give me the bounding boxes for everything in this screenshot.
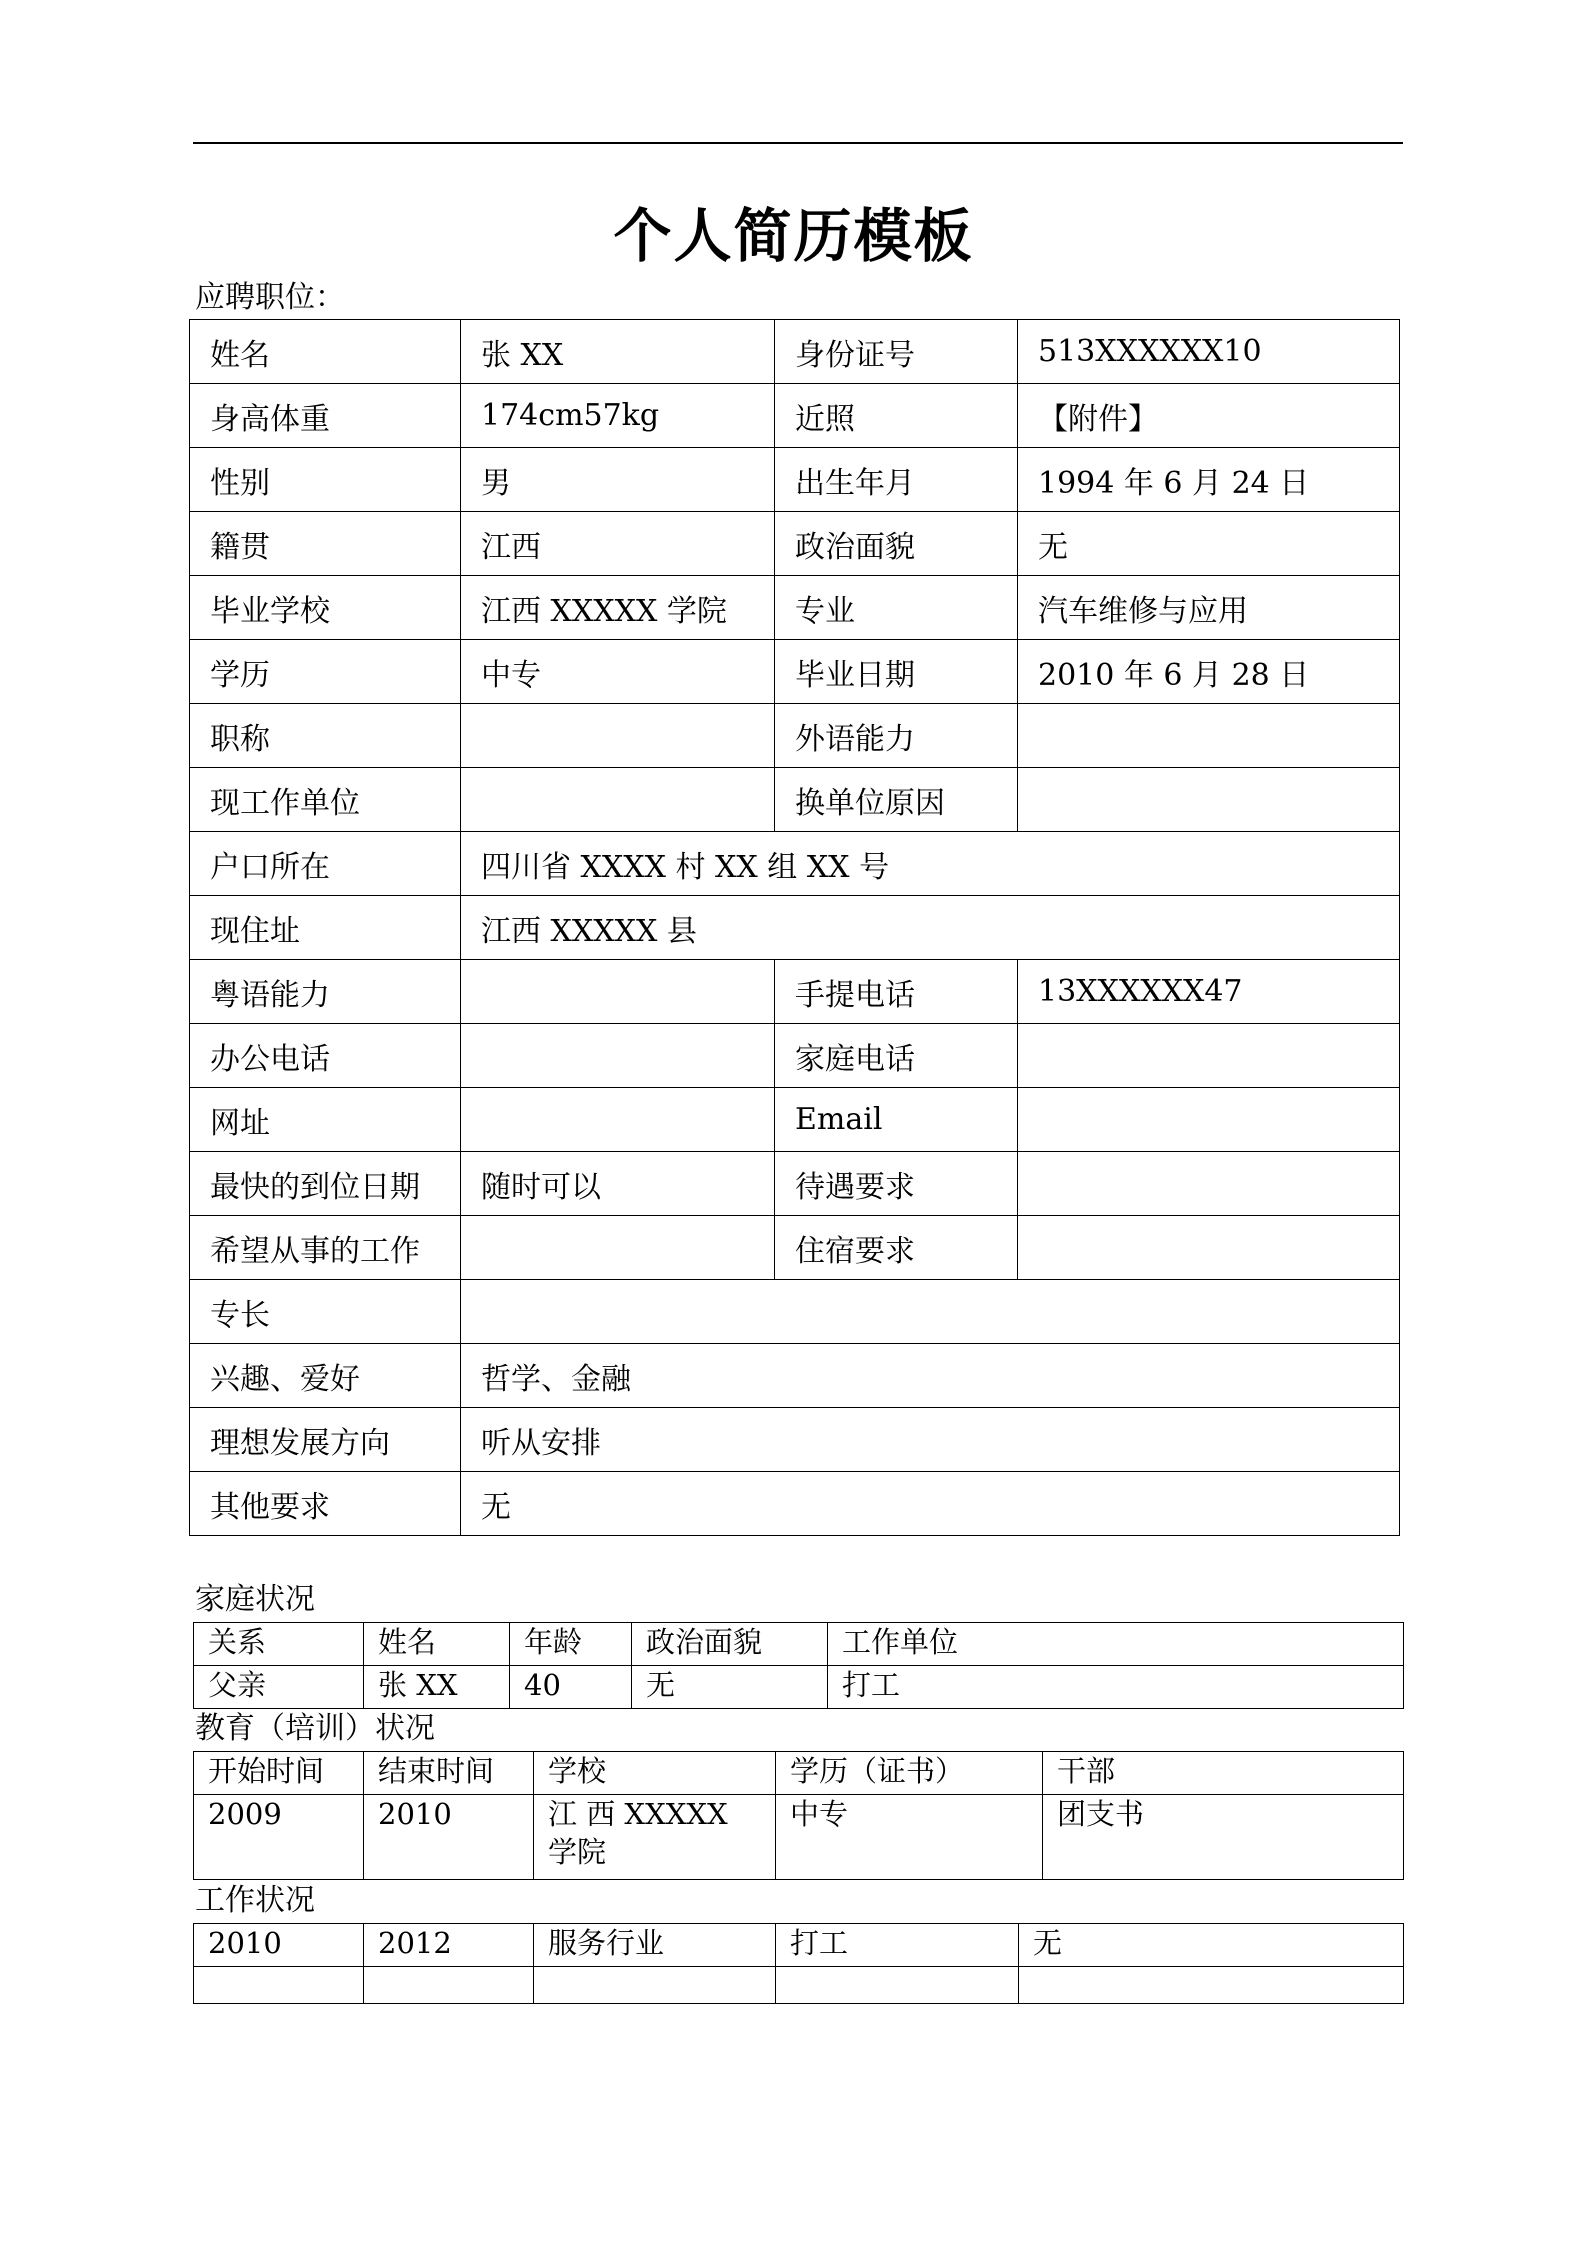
- field-label: 家庭电话: [775, 1024, 1018, 1088]
- field-value: 无: [1018, 512, 1400, 576]
- table-cell: [364, 1967, 534, 2004]
- table-cell: 张 XX: [364, 1666, 510, 1709]
- table-row: [194, 1666, 1404, 1709]
- table-cell: 2009: [194, 1795, 364, 1880]
- field-value: 无: [461, 1472, 1400, 1536]
- field-value: [1018, 768, 1400, 832]
- work-table: [193, 1923, 1404, 2004]
- info-row: [190, 1024, 1400, 1088]
- education-table: [193, 1751, 1404, 1880]
- field-label: 网址: [190, 1088, 461, 1152]
- column-header: 工作单位: [828, 1623, 1404, 1666]
- family-table: [193, 1622, 1404, 1709]
- field-value: 张 XX: [461, 320, 775, 384]
- field-value: [1018, 1088, 1400, 1152]
- info-row: [190, 512, 1400, 576]
- table-cell: 2010: [364, 1795, 534, 1880]
- field-value: 江西 XXXXX 县: [461, 896, 1400, 960]
- table-cell: 2012: [364, 1924, 534, 1967]
- field-value: 中专: [461, 640, 775, 704]
- field-label: 希望从事的工作: [190, 1216, 461, 1280]
- table-cell: 父亲: [194, 1666, 364, 1709]
- column-header: 政治面貌: [632, 1623, 828, 1666]
- table-cell: 服务行业: [534, 1924, 776, 1967]
- field-label: 理想发展方向: [190, 1408, 461, 1472]
- column-header: 学校: [534, 1752, 776, 1795]
- field-label: 毕业学校: [190, 576, 461, 640]
- table-cell: 打工: [776, 1924, 1019, 1967]
- field-label: 最快的到位日期: [190, 1152, 461, 1216]
- field-label: 现住址: [190, 896, 461, 960]
- field-value: 13XXXXXX47: [1018, 960, 1400, 1024]
- table-row: [194, 1795, 1404, 1880]
- info-row: [190, 1088, 1400, 1152]
- field-value: 随时可以: [461, 1152, 775, 1216]
- field-value: [1018, 1024, 1400, 1088]
- table-row: [194, 1967, 1404, 2004]
- field-value: [461, 960, 775, 1024]
- field-value: 2010 年 6 月 28 日: [1018, 640, 1400, 704]
- field-label: 待遇要求: [775, 1152, 1018, 1216]
- field-label: 身份证号: [775, 320, 1018, 384]
- table-header-row: [194, 1623, 1404, 1666]
- table-cell: 无: [1019, 1924, 1404, 1967]
- info-row: [190, 1344, 1400, 1408]
- field-label: 户口所在: [190, 832, 461, 896]
- info-row: [190, 1472, 1400, 1536]
- field-label: 姓名: [190, 320, 461, 384]
- table-cell: [194, 1967, 364, 2004]
- field-value: [1018, 1216, 1400, 1280]
- info-row: [190, 1216, 1400, 1280]
- field-value: 江西: [461, 512, 775, 576]
- field-value: [461, 1024, 775, 1088]
- field-value: 听从安排: [461, 1408, 1400, 1472]
- info-row: [190, 320, 1400, 384]
- page-title: 个人简历模板: [613, 202, 974, 270]
- field-label: 其他要求: [190, 1472, 461, 1536]
- table-cell: 团支书: [1043, 1795, 1404, 1880]
- info-row: [190, 832, 1400, 896]
- work-section-label: 工作状况: [195, 1883, 315, 1918]
- field-label: 近照: [775, 384, 1018, 448]
- field-label: 粤语能力: [190, 960, 461, 1024]
- field-label: 兴趣、爱好: [190, 1344, 461, 1408]
- field-value: [461, 1280, 1400, 1344]
- info-row: [190, 576, 1400, 640]
- field-value: [461, 768, 775, 832]
- table-cell: 中专: [776, 1795, 1043, 1880]
- table-cell: [534, 1967, 776, 2004]
- table-cell: [776, 1967, 1019, 2004]
- field-label: 学历: [190, 640, 461, 704]
- field-label: 外语能力: [775, 704, 1018, 768]
- field-value: 174cm57kg: [461, 384, 775, 448]
- education-section-label: 教育（培训）状况: [195, 1711, 435, 1746]
- table-cell: [1019, 1967, 1404, 2004]
- position-label: 应聘职位：: [195, 280, 345, 315]
- field-label: 现工作单位: [190, 768, 461, 832]
- info-row: [190, 1280, 1400, 1344]
- info-row: [190, 448, 1400, 512]
- column-header: 关系: [194, 1623, 364, 1666]
- field-label: 职称: [190, 704, 461, 768]
- field-value: [461, 1088, 775, 1152]
- field-label: 换单位原因: [775, 768, 1018, 832]
- header-rule: [193, 142, 1403, 144]
- personal-info-table: [189, 319, 1400, 1536]
- field-value: 1994 年 6 月 24 日: [1018, 448, 1400, 512]
- column-header: 干部: [1043, 1752, 1404, 1795]
- field-label: 身高体重: [190, 384, 461, 448]
- field-label: 毕业日期: [775, 640, 1018, 704]
- field-label: 专业: [775, 576, 1018, 640]
- info-row: [190, 384, 1400, 448]
- table-cell: 江 西 XXXXX 学院: [534, 1795, 776, 1880]
- field-value: [1018, 704, 1400, 768]
- field-label: 出生年月: [775, 448, 1018, 512]
- family-section-label: 家庭状况: [195, 1582, 315, 1617]
- field-value: [461, 1216, 775, 1280]
- field-value: 江西 XXXXX 学院: [461, 576, 775, 640]
- field-label: 住宿要求: [775, 1216, 1018, 1280]
- table-cell: 无: [632, 1666, 828, 1709]
- table-header-row: [194, 1752, 1404, 1795]
- field-label: 籍贯: [190, 512, 461, 576]
- field-value: 【附件】: [1018, 384, 1400, 448]
- column-header: 开始时间: [194, 1752, 364, 1795]
- field-label: 政治面貌: [775, 512, 1018, 576]
- field-value: 汽车维修与应用: [1018, 576, 1400, 640]
- table-cell: 2010: [194, 1924, 364, 1967]
- info-row: [190, 768, 1400, 832]
- info-row: [190, 896, 1400, 960]
- table-cell: 40: [510, 1666, 632, 1709]
- column-header: 结束时间: [364, 1752, 534, 1795]
- field-value: 男: [461, 448, 775, 512]
- field-value: 哲学、金融: [461, 1344, 1400, 1408]
- field-label: 性别: [190, 448, 461, 512]
- info-row: [190, 1408, 1400, 1472]
- table-row: [194, 1924, 1404, 1967]
- column-header: 姓名: [364, 1623, 510, 1666]
- table-cell: 打工: [828, 1666, 1404, 1709]
- column-header: 年龄: [510, 1623, 632, 1666]
- field-label: 专长: [190, 1280, 461, 1344]
- field-value: [461, 704, 775, 768]
- info-row: [190, 1152, 1400, 1216]
- field-value: 四川省 XXXX 村 XX 组 XX 号: [461, 832, 1400, 896]
- info-row: [190, 704, 1400, 768]
- info-row: [190, 960, 1400, 1024]
- info-row: [190, 640, 1400, 704]
- field-label: 办公电话: [190, 1024, 461, 1088]
- field-value: 513XXXXXX10: [1018, 320, 1400, 384]
- field-value: [1018, 1152, 1400, 1216]
- field-label: 手提电话: [775, 960, 1018, 1024]
- field-label: Email: [775, 1088, 1018, 1152]
- column-header: 学历（证书）: [776, 1752, 1043, 1795]
